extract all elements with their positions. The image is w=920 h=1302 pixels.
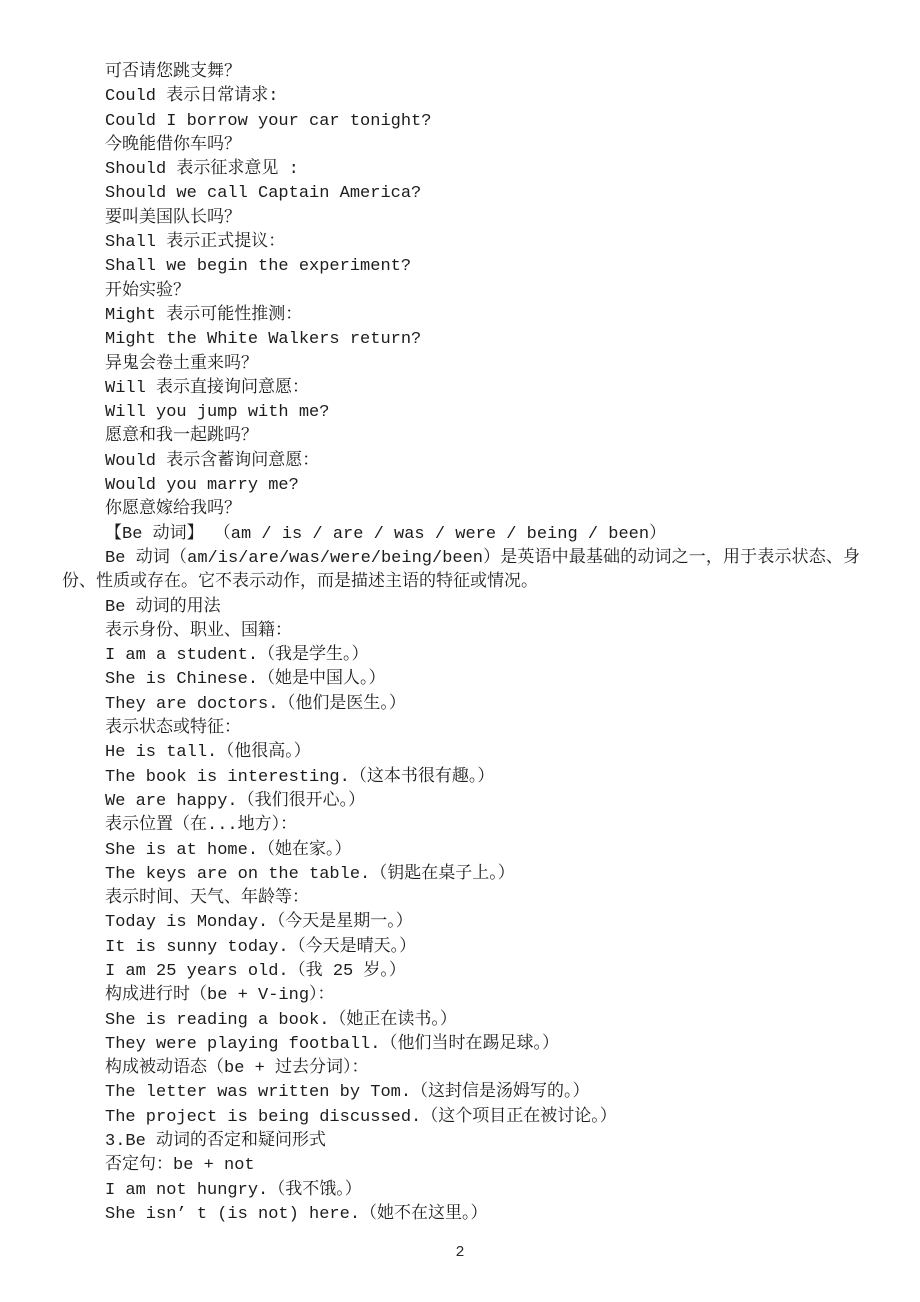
text-line: Will you jump with me?: [105, 403, 330, 423]
text-line: 表示身份、职业、国籍：: [105, 621, 292, 641]
text-line: They are doctors.（他们是医生。）: [105, 694, 406, 714]
text-line: She is at home.（她在家。）: [105, 840, 352, 860]
text-line: Be 动词（am/is/are/was/were/being/been）是英语中最基础的动词之一，用于表示状态、身份、性质或存在。它不表示动作，而是描述主语的特征或情况。: [62, 548, 860, 593]
text-line: 3.Be 动词的否定和疑问形式: [105, 1132, 327, 1152]
text-line: It is sunny today.（今天是晴天。）: [105, 937, 417, 957]
text-line: The keys are on the table.（钥匙在桌子上。）: [105, 864, 515, 884]
page-number: 2: [455, 1244, 465, 1261]
text-line: 否定句：be + not: [105, 1156, 255, 1176]
text-line: Shall 表示正式提议：: [105, 233, 286, 253]
text-line: She isn’ t (is not) here.（她不在这里。）: [105, 1204, 488, 1224]
text-line: Should 表示征求意见 :: [105, 160, 299, 180]
text-line: 表示位置（在...地方）：: [105, 816, 298, 836]
text-line: 要叫美国队长吗？: [105, 208, 241, 228]
text-line: I am 25 years old.（我 25 岁。）: [105, 961, 406, 981]
text-line: 开始实验？: [105, 281, 190, 301]
text-line: Could 表示日常请求:: [105, 87, 279, 107]
text-line: Might the White Walkers return?: [105, 330, 422, 350]
text-line: He is tall.（他很高。）: [105, 743, 311, 763]
text-line: 表示时间、天气、年龄等：: [105, 889, 309, 909]
document-text-block: [62, 61, 860, 1227]
text-line: Should we call Captain America?: [105, 184, 422, 204]
text-line: I am a student.（我是学生。）: [105, 646, 369, 666]
text-line: Would 表示含蓄询问意愿：: [105, 451, 320, 471]
page-footer: [0, 1243, 920, 1263]
text-line: 【Be 动词】 （am / is / are / was / were / being / been）: [105, 524, 667, 544]
text-line: Today is Monday.（今天是星期一。）: [105, 913, 413, 933]
text-line: 你愿意嫁给我吗？: [105, 500, 241, 520]
text-line: She is Chinese.（她是中国人。）: [105, 670, 386, 690]
text-line: 今晚能借你车吗？: [105, 135, 241, 155]
text-line: Could I borrow your car tonight?: [105, 111, 432, 131]
text-line: The book is interesting.（这本书很有趣。）: [105, 767, 495, 787]
text-line: We are happy.（我们很开心。）: [105, 791, 366, 811]
text-line: Will 表示直接询问意愿：: [105, 378, 310, 398]
text-line: I am not hungry.（我不饿。）: [105, 1180, 362, 1200]
text-line: The letter was written by Tom.（这封信是汤姆写的。）: [105, 1083, 590, 1103]
text-line: 可否请您跳支舞？: [105, 63, 241, 82]
text-line: 构成被动语态（be + 过去分词）：: [105, 1059, 369, 1079]
text-line: 表示状态或特征：: [105, 719, 241, 739]
text-line: She is reading a book.（她正在读书。）: [105, 1010, 457, 1030]
text-line: Might 表示可能性推测：: [105, 305, 303, 325]
text-line: The project is being discussed.（这个项目正在被讨论。）: [105, 1107, 617, 1127]
text-line: 愿意和我一起跳吗？: [105, 427, 258, 447]
text-line: Be 动词的用法: [105, 597, 221, 617]
text-line: 构成进行时（be + V-ing）：: [105, 986, 335, 1006]
text-line: 异鬼会卷土重来吗？: [105, 354, 258, 374]
text-line: Would you marry me?: [105, 476, 299, 496]
text-line: They were playing football.（他们当时在踢足球。）: [105, 1034, 559, 1054]
text-line: Shall we begin the experiment?: [105, 257, 412, 277]
